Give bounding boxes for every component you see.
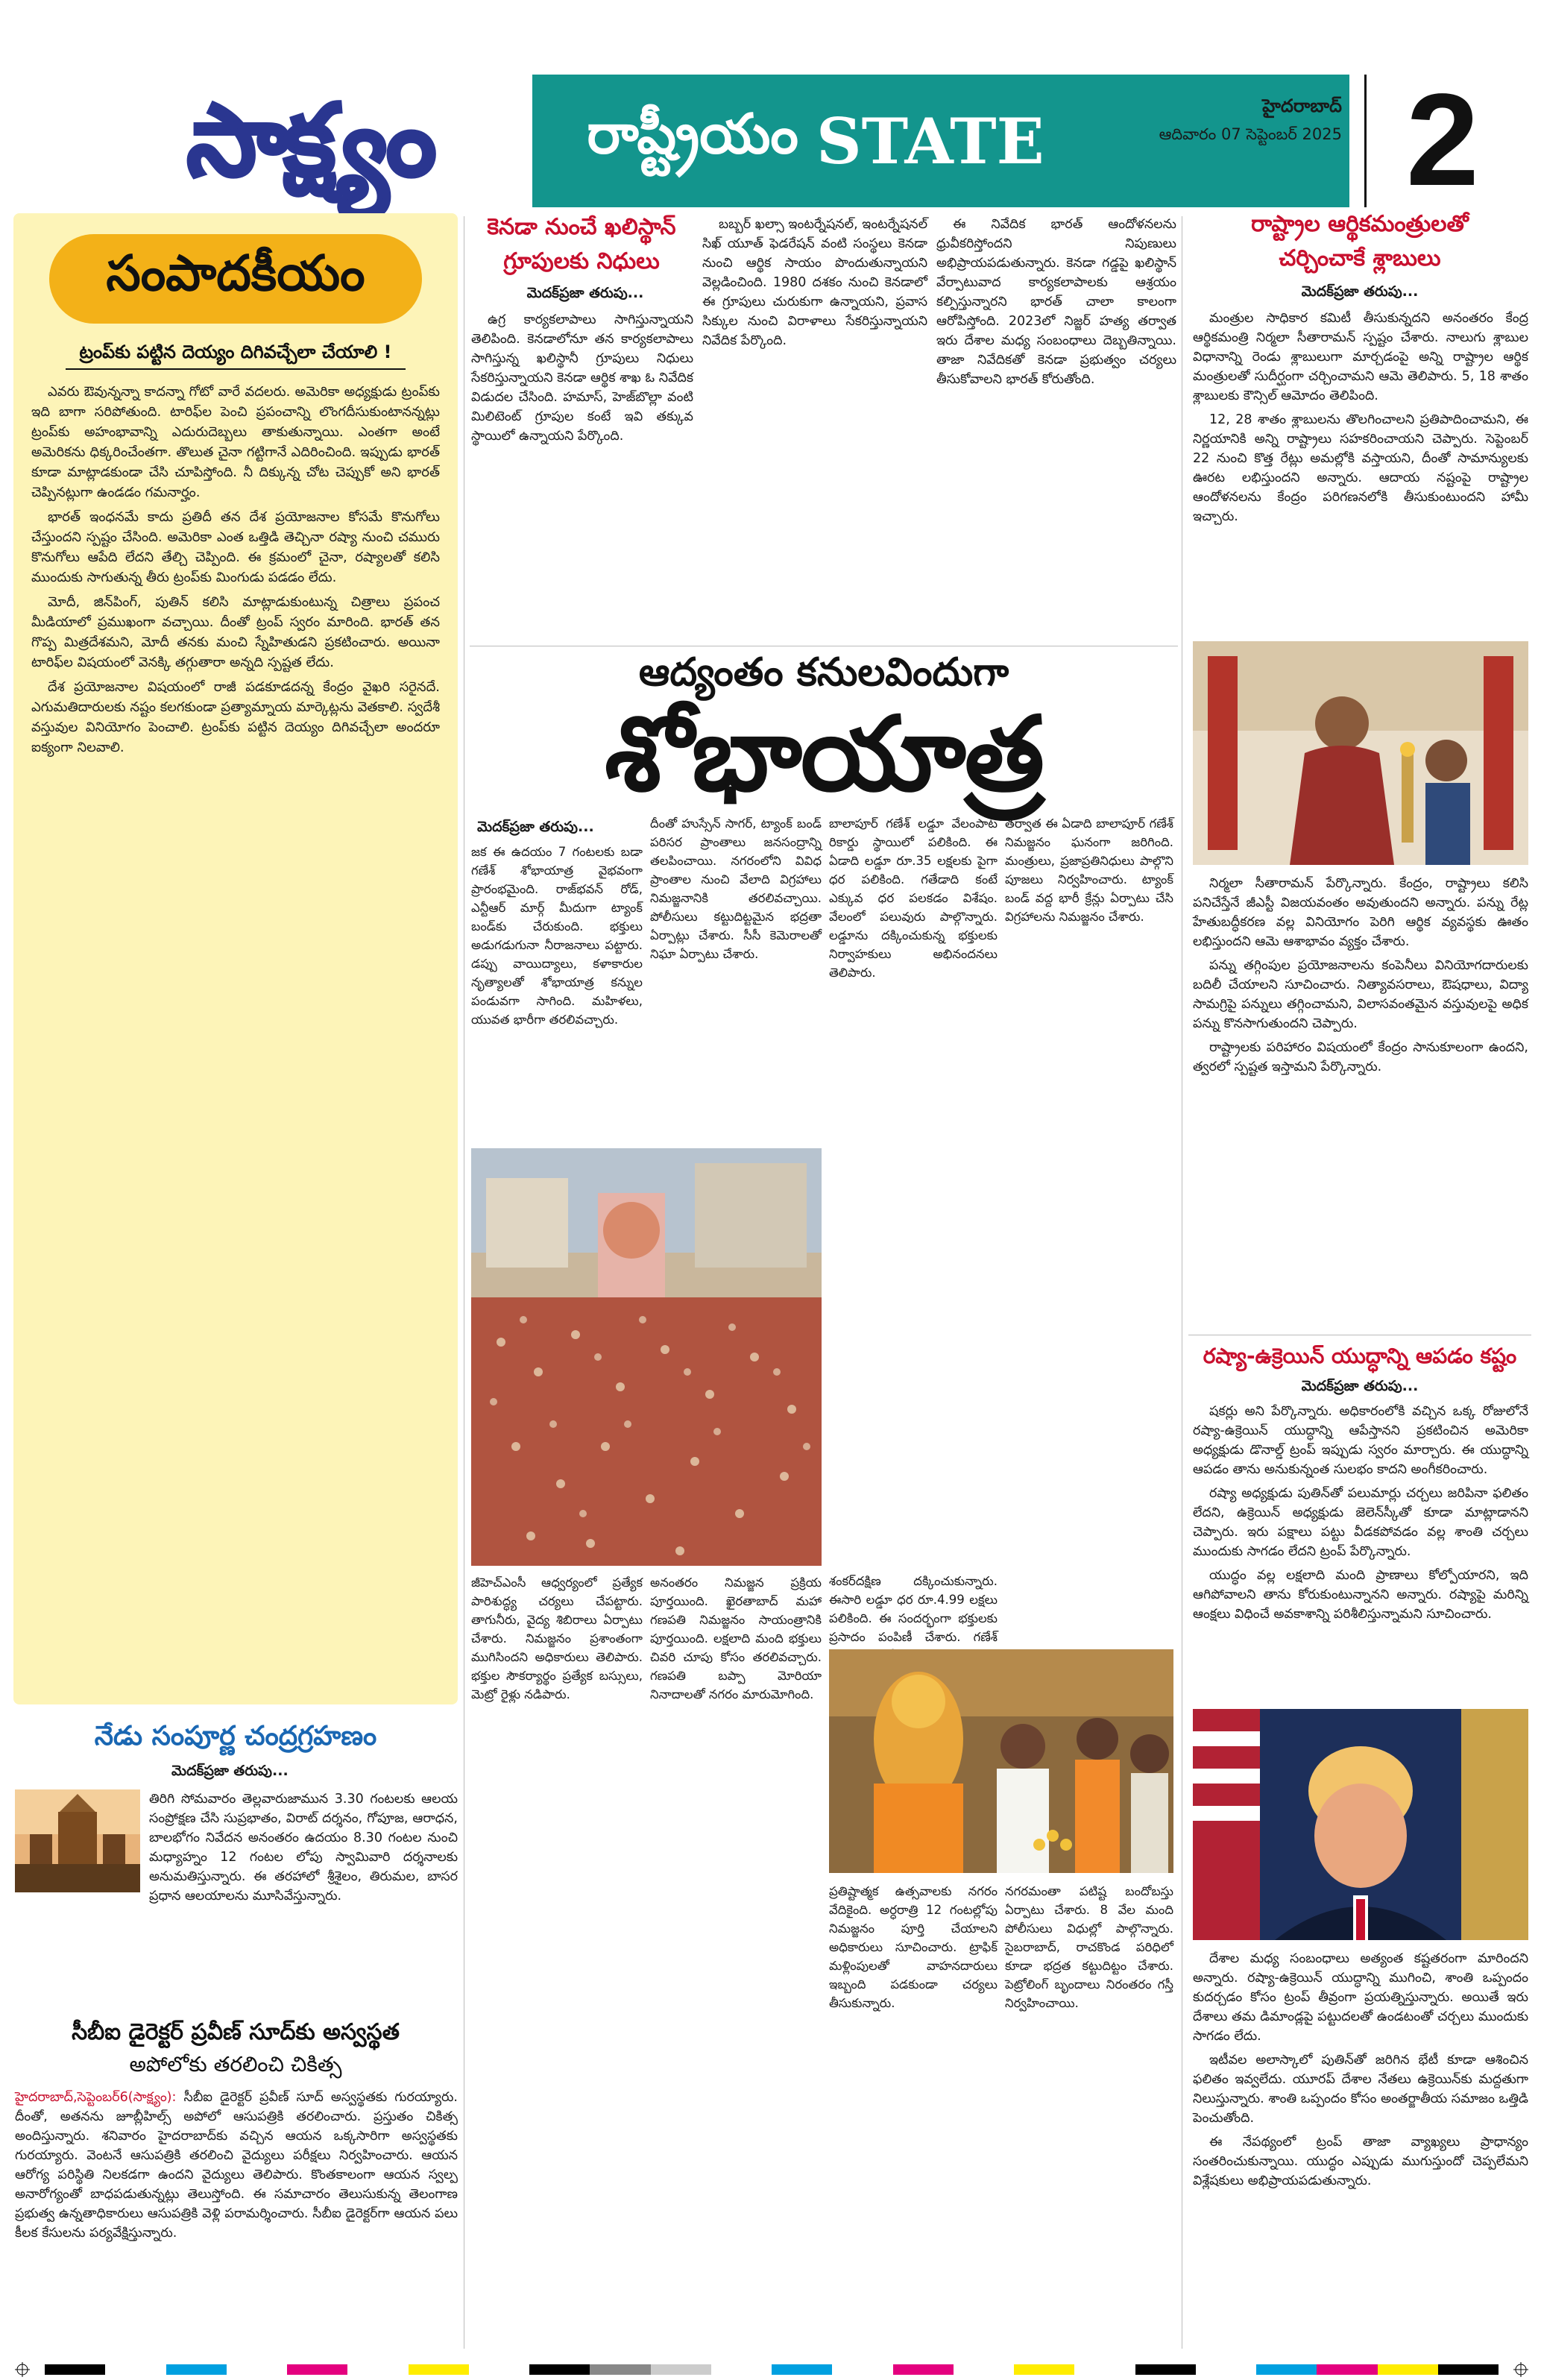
eclipse-body: తిరిగి సోమవారం తెల్లవారుజామున 3.30 గంటలకు ఆలయ సంప్రోక్షణ చేసి సుప్రభాతం, విరాట్ దర్శనం, గోపూజ, ఆరాధన, బాలభోగం నివేదన అనంతరం ఉదయం 8.30 గంటల నుంచి మధ్యాహ్నం 12 గంటల లోపు స్వామివారి దర్శనాలకు అనుమతిస్తున్నారు. ఈ తరహాలో శ్రీశైలం, తిరుమల, బాసర ప్రధాన ఆలయాలను మూసివేస్తున్నారు. <box>149 1792 458 1904</box>
states-finance-paragraph: మంత్రుల సాధికార కమిటీ తీసుకున్నదని అనంతరం కేంద్ర ఆర్థికమంత్రి నిర్మలా సీతారామన్ స్పష్టం చేశారు. నాలుగు శ్లాబుల విధానాన్ని రెండు శ్లాబులుగా మార్చడంపై అన్ని రాష్ట్రాల ఆర్థిక మంత్రులతో సుదీర్ఘంగా చర్చించామని ఆమె తెలిపారు. 5, 18 శాతం శ్లాబులకు కౌన్సిల్ ఆమోదం తెలిపింది. <box>1193 311 1528 403</box>
issue-date: ఆదివారం 07 సెప్టెంబర్ 2025 <box>1159 125 1342 143</box>
section-english: STATE <box>816 104 1044 178</box>
registration-swatch <box>893 2364 954 2375</box>
registration-swatch <box>1196 2364 1256 2375</box>
khalistan-body-col3 <box>936 215 1176 638</box>
registration-swatch <box>1438 2364 1499 2375</box>
states-finance-headline <box>1188 207 1531 276</box>
registration-swatch <box>1014 2364 1074 2375</box>
crop-mark-right <box>1513 2362 1528 2377</box>
nirmala-paragraph: రాష్ట్రాలకు పరిహారం విషయంలో కేంద్రం సానుకూలంగా ఉందని, త్వరలో స్పష్టత ఇస్తామని పేర్కొన్నారు. <box>1193 1040 1528 1074</box>
temple-photo <box>15 1789 140 1892</box>
shobhayatra-col7-top: శంకర్‌దక్షిణ దక్కించుకున్నారు. ఈసారి లడ్డూ ధర రూ.4.99 లక్షలు పలికింది. ఈ సందర్భంగా భక్తులకు ప్రసాదం పంపిణీ చేశారు. గణేశ్ <box>829 1574 998 1644</box>
section-telugu: రాష్ట్రీయం <box>587 102 798 166</box>
shobhayatra-col1: జక ఈ ఉదయం 7 గంటలకు బడా గణేశ్ శోభాయాత్ర వైభవంగా ప్రారంభమైంది. రాజ్‌భవన్ రోడ్, ఎన్టీఆర్ మార్గ్ మీదుగా ట్యాంక్ బండ్‌కు చేరుకుంది. భక్తులు అడుగడుగునా నీరాజనాలు పట్టారు. డప్పు వాయిద్యాలు, కళాకారుల నృత్యాలతో శోభాయాత్ర కన్నుల పండువగా సాగింది. మహిళలు, యువత భారీగా తరలివచ్చారు. <box>471 845 643 1027</box>
registration-swatch <box>832 2364 892 2375</box>
page-number: 2 <box>1406 67 1479 213</box>
registration-swatch <box>1074 2364 1135 2375</box>
eclipse-headline: నేడు సంపూర్ణ చంద్రగ్రహణం <box>94 1721 377 1751</box>
registration-swatch <box>166 2364 227 2375</box>
registration-swatch <box>287 2364 347 2375</box>
registration-swatch <box>711 2364 772 2375</box>
registration-swatch <box>409 2364 469 2375</box>
crop-mark-left <box>15 2362 30 2377</box>
states-finance-byline: మెదక్‌ప్రజా తరుపు... <box>1301 283 1419 300</box>
shobhayatra-byline: మెదక్‌ప్రజా తరుపు... <box>477 819 594 835</box>
cbi-body <box>15 2088 458 2341</box>
registration-swatch <box>651 2364 711 2375</box>
masthead <box>0 0 1541 224</box>
editorial-body <box>31 382 440 1694</box>
registration-swatch <box>227 2364 287 2375</box>
color-registration-bar <box>45 2364 1499 2375</box>
procession-crowd-photo <box>471 1148 822 1566</box>
registration-swatch <box>45 2364 105 2375</box>
registration-swatch <box>772 2364 832 2375</box>
registration-swatch <box>347 2364 408 2375</box>
khalistan-headline-line1: కెనడా నుంచే ఖలిస్థాన్ <box>487 214 676 240</box>
states-finance-body <box>1193 309 1528 629</box>
minister-lamp-photo <box>1193 641 1528 865</box>
ukraine-paragraph: దేశాల మధ్య సంబంధాలు అత్యంత కష్టతరంగా మారిందని అన్నారు. రష్యా-ఉక్రెయిన్ యుద్ధాన్ని ముగించి, శాంతి ఒప్పందం కుదర్చడం కోసం ట్రంప్ తీవ్రంగా ప్రయత్నిస్తున్నారు. అయితే ఇరు దేశాలు తమ డిమాండ్లపై పట్టుదలతో ఉండటంతో చర్చలు ముందుకు సాగడం లేదు. <box>1193 1951 1528 2044</box>
shobhayatra-col8-bottom: నగరమంతా పటిష్ట బందోబస్తు ఏర్పాటు చేశారు. 8 వేల మంది పోలీసులు విధుల్లో పాల్గొన్నారు. సైబరాబాద్, రాచకొండ పరిధిలో కూడా భద్రత కట్టుదిట్టం చేశారు. పెట్రోలింగ్ బృందాలు నిరంతరం గస్తీ నిర్వహించాయి. <box>1005 1884 1173 2010</box>
cbi-byline: హైదరాబాద్,సెప్టెంబర్6(సాక్ష్యం): <box>15 2090 177 2105</box>
ukraine-continued <box>1193 1949 1528 2352</box>
khalistan-body-col2 <box>702 215 927 638</box>
cbi-headline: సీబీఐ డైరెక్టర్ ప్రవీణ్ సూద్‌కు అస్వస్థత <box>72 2019 400 2045</box>
shobhayatra-col2: దీంతో హుస్సేన్ సాగర్, ట్యాంక్ బండ్ పరిసర ప్రాంతాలు జనసంద్రాన్ని తలపించాయి. నగరంలోని వివిధ ప్రాంతాల నుంచి వేలాది విగ్రహాలు నిమజ్జనానికి తరలివచ్చాయి. పోలీసులు కట్టుదిట్టమైన భద్రతా ఏర్పాట్లు చేశారు. సీసీ కెమెరాలతో నిఘా ఏర్పాటు చేశారు. <box>650 816 822 961</box>
registration-swatch <box>590 2364 650 2375</box>
city-name: హైదరాబాద్ <box>1262 95 1342 116</box>
devotees-idol-photo <box>829 1649 1173 1873</box>
khalistan-byline: మెదక్‌ప్రజా తరుపు... <box>526 285 644 301</box>
newspaper-logo <box>130 72 488 206</box>
editorial-paragraph: భారత్ ఇంధనమే కాదు ప్రతిదీ తన దేశ ప్రయోజనాల కోసమే కొనుగోలు చేస్తుందని స్పష్టం చేసింది. అమెరికా ఎంత ఒత్తిడి తెచ్చినా రష్యా నుంచి చమురు కొనుగోలు ఆపేది లేదని తేల్చి చెప్పింది. ఈ క్రమంలో చైనా, రష్యాలతో కలిసి ముందుకు సాగుతున్న తీరు ట్రంప్‌కు మింగుడు పడడం లేదు. <box>31 509 440 585</box>
editorial-label <box>49 234 422 324</box>
shobhayatra-col4: తర్వాత ఈ ఏడాది బాలాపూర్ గణేశ్ నిమజ్జనం ఘనంగా జరిగింది. మంత్రులు, ప్రజాప్రతినిధులు పాల్గొని పూజలు నిర్వహించారు. ట్యాంక్ బండ్ వద్ద భారీ క్రేన్లు ఏర్పాటు చేసి విగ్రహాలను నిమజ్జనం చేశారు. <box>1005 816 1173 924</box>
editorial-paragraph: దేశ ప్రయోజనాల విషయంలో రాజీ పడకూడదన్న కేంద్రం వైఖరి సరైనదే. ఎగుమతిదారులకు నష్టం కలగకుండా ప్రత్యామ్నాయ మార్కెట్లను వెతకాలి. స్వదేశీ వస్తువుల వినియోగం పెంచాలి. ట్రంప్‌కు పట్టిన దెయ్యం దిగివచ్చేలా అందరూ ఐక్యంగా నిలవాలి. <box>31 679 440 755</box>
cbi-subhead: అపోలోకు తరలించి చికిత్స <box>129 2052 342 2077</box>
cbi-text: సీబీఐ డైరెక్టర్ ప్రవీణ్ సూద్ అస్వస్థతకు గురయ్యారు. దీంతో, అతనను జూబ్లీహిల్స్ అపోలో ఆసుపత్రికి తరలించారు. ప్రస్తుతం చికిత్స అందిస్తున్నారు. శనివారం హైదరాబాద్‌కు వచ్చిన ఆయన ఒక్కసారిగా అస్వస్థతకు గురయ్యారు. వెంటనే ఆసుపత్రికి తరలించి వైద్యులు పరీక్షలు నిర్వహించారు. ఆయన ఆరోగ్య పరిస్థితి నిలకడగా ఉందని వైద్యులు తెలిపారు. కొంతకాలంగా ఆయన స్వల్ప అనారోగ్యంతో బాధపడుతున్నట్లు తెలుస్తోంది. ఈ సమాచారం తెలుసుకున్న తెలంగాణ ప్రభుత్వ ఉన్నతాధికారులు ఆసుపత్రికి వెళ్లి పరామర్శించారు. సీబీఐ డైరెక్టర్‌గా ఆయన పలు కీలక కేసులను పర్యవేక్షిస్తున్నారు. <box>15 2090 458 2241</box>
khalistan-body-col1 <box>471 310 693 638</box>
registration-swatch <box>954 2364 1014 2375</box>
states-finance-headline-line2: చర్చించాకే శ్లాబులు <box>1279 245 1441 271</box>
khalistan-paragraph: ఈ నివేదిక భారత్ ఆందోళనలను ధ్రువీకరిస్తోందని నిపుణులు అభిప్రాయపడుతున్నారు. కెనడా గడ్డపై ఖలిస్థాన్ వేర్పాటువాద కార్యకలాపాలకు ఆశ్రయం కల్పిస్తున్నారని భారత్ చాలా కాలంగా ఆరోపిస్తోంది. 2023లో నిజ్జర్ హత్య తర్వాత ఇరు దేశాల మధ్య సంబంధాలు దెబ్బతిన్నాయి. తాజా నివేదికతో కెనడా ప్రభుత్వం చర్యలు తీసుకోవాలని భారత్ కోరుతోంది. <box>936 217 1176 387</box>
russia-ukraine-body <box>1193 1402 1528 1700</box>
editorial-box <box>13 213 458 1704</box>
russia-ukraine-paragraph: షకర్లు అని పేర్కొన్నారు. అధికారంలోకి వచ్చిన ఒక్క రోజులోనే రష్యా-ఉక్రెయిన్ యుద్ధాన్ని ఆపేస్తానని ప్రకటించిన అమెరికా అధ్యక్షుడు డొనాల్డ్ ట్రంప్ ఇప్పుడు స్వరం మార్చారు. ఈ యుద్ధాన్ని ఆపడం తాను అనుకున్నంత సులభం కాదని అంగీకరించారు. <box>1193 1404 1528 1477</box>
khalistan-headline <box>470 210 693 279</box>
shobhayatra-col6-top: అనంతరం నిమజ్జన ప్రక్రియ పూర్తయింది. ఖైరతాబాద్ మహా గణపతి నిమజ్జనం సాయంత్రానికి పూర్తయింది. లక్షలాది మంది భక్తులు చివరి చూపు కోసం తరలివచ్చారు. గణపతి బప్పా మోరియా నినాదాలతో నగరం మారుమోగింది. <box>650 1575 822 1701</box>
editorial-paragraph: మోదీ, జిన్‌పింగ్, పుతిన్ కలిసి మాట్లాడుకుంటున్న చిత్రాలు ప్రపంచ మీడియాలో ప్రముఖంగా వచ్చాయి. దీంతో ట్రంప్ స్వరం మారింది. భారత్ తన గొప్ప మిత్రదేశమని, మోదీ తనకు మంచి స్నేహితుడని ప్రకటించారు. అయినా టారిఫ్‌ల విషయంలో వెనక్కి తగ్గుతారా అన్నది స్పష్టత లేదు. <box>31 594 440 670</box>
shobhayatra-col3: బాలాపూర్ గణేశ్ లడ్డూ వేలంపాట రికార్డు స్థాయిలో పలికింది. ఈ ఏడాది లడ్డూ రూ.35 లక్షలకు పైగా ధర పలికింది. గతేడాది కంటే ఎక్కువ ధర పలకడం విశేషం. వేలంలో పలువురు పాల్గొన్నారు. లడ్డూను దక్కించుకున్న భక్తులకు నిర్వాహకులు అభినందనలు తెలిపారు. <box>829 816 998 980</box>
eclipse-byline: మెదక్‌ప్రజా తరుపు... <box>171 1763 289 1779</box>
ukraine-paragraph: ఇటీవల అలాస్కాలో పుతిన్‌తో జరిగిన భేటీ కూడా ఆశించిన ఫలితం ఇవ్వలేదు. యూరప్ దేశాల నేతలు ఉక్రెయిన్‌కు మద్దతుగా నిలుస్తున్నారు. శాంతి ఒప్పందం కోసం అంతర్జాతీయ సమాజం ఒత్తిడి పెంచుతోంది. <box>1193 2053 1528 2126</box>
registration-swatch <box>1317 2364 1377 2375</box>
registration-swatch <box>1135 2364 1196 2375</box>
russia-ukraine-headline: రష్యా-ఉక్రెయిన్ యుద్ధాన్ని ఆపడం కష్టం <box>1203 1344 1517 1368</box>
section-banner-title <box>532 75 1099 207</box>
registration-swatch <box>105 2364 166 2375</box>
nirmala-continued <box>1193 874 1528 1329</box>
states-finance-paragraph: 12, 28 శాతం శ్లాబులను తొలగించాలని ప్రతిపాదించామని, ఈ నిర్ణయానికి అన్ని రాష్ట్రాలు సహకరించాయని చెప్పారు. సెప్టెంబర్ 22 నుంచి కొత్త రేట్లు అమల్లోకి వస్తాయని, దీంతో సామాన్యులకు ఊరట లభిస్తుందని అన్నారు. ఆదాయ నష్టంపై రాష్ట్రాల ఆందోళనలను కేంద్రం పరిగణనలోకి తీసుకుంటుందని హామీ ఇచ్చారు. <box>1193 412 1528 524</box>
editorial-label-text: సంపాదకీయం <box>106 244 365 302</box>
trump-photo <box>1193 1709 1528 1940</box>
shobhayatra-kicker: ఆద్యంతం కనులవిందుగా <box>638 650 1009 695</box>
shobhayatra-title: శోభాయాత్ర <box>605 694 1043 814</box>
russia-ukraine-byline: మెదక్‌ప్రజా తరుపు... <box>1301 1378 1419 1394</box>
nirmala-paragraph: నిర్మలా సీతారామన్ పేర్కొన్నారు. కేంద్రం, రాష్ట్రాలు కలిసి పనిచేస్తేనే జీఎస్టీ విజయవంతం అవుతుందని అన్నారు. పన్ను రేట్ల హేతుబద్ధీకరణ వల్ల వినియోగం పెరిగి ఆర్థిక వ్యవస్థకు ఊతం లభిస్తుందని ఆమె ఆశాభావం వ్యక్తం చేశారు. <box>1193 876 1528 949</box>
shobhayatra-col7-bottom: ప్రతిష్టాత్మక ఉత్సవాలకు నగరం వేదికైంది. అర్ధరాత్రి 12 గంటల్లోపు నిమజ్జనం పూర్తి చేయాలని అధికారులు సూచించారు. ట్రాఫిక్ మళ్లింపులతో వాహనదారులు ఇబ్బంది పడకుండా చర్యలు తీసుకున్నారు. <box>829 1884 998 2010</box>
svg-text:సాక్ష్యం: సాక్ష్యం <box>186 84 432 198</box>
nirmala-paragraph: పన్ను తగ్గింపుల ప్రయోజనాలను కంపెనీలు వినియోగదారులకు బదిలీ చేయాలని సూచించారు. నిత్యావసరాలు, ఔషధాలు, విద్యా సామగ్రిపై పన్నులు తగ్గించామని, విలాసవంతమైన వస్తువులపై అధిక పన్ను కొనసాగుతుందని చెప్పారు. <box>1193 958 1528 1031</box>
russia-ukraine-paragraph: యుద్ధం వల్ల లక్షలాది మంది ప్రాణాలు కోల్పోయారని, ఇది ఆగిపోవాలని తాను కోరుకుంటున్నానని అన్నారు. రష్యాపై మరిన్ని ఆంక్షలు విధించే అవకాశాన్ని పరిశీలిస్తున్నామని సూచించారు. <box>1193 1568 1528 1622</box>
khalistan-paragraph: బబ్బర్ ఖల్సా ఇంటర్నేషనల్, ఇంటర్నేషనల్ సిఖ్ యూత్ ఫెడరేషన్ వంటి సంస్థలు కెనడా నుంచి ఆర్థిక సాయం పొందుతున్నాయని వెల్లడించింది. 1980 దశకం నుంచి కెనడాలో ఈ గ్రూపులు చురుకుగా ఉన్నాయని, ప్రవాస సిక్కుల నుంచి విరాళాలు సేకరిస్తున్నాయని నివేదిక పేర్కొంది. <box>702 217 927 348</box>
newspaper-logo-mark <box>130 72 488 206</box>
editorial-headline-rule <box>66 368 406 370</box>
registration-swatch <box>529 2364 590 2375</box>
editorial-headline: ట్రంప్‌కు పట్టిన దెయ్యం దిగివచ్చేలా చేయాలి ! <box>79 341 392 362</box>
states-finance-headline-line1: రాష్ట్రాల ఆర్థికమంత్రులతో <box>1251 211 1469 237</box>
registration-swatch <box>1256 2364 1317 2375</box>
ukraine-paragraph: ఈ నేపథ్యంలో ట్రంప్ తాజా వ్యాఖ్యలు ప్రాధాన్యం సంతరించుకున్నాయి. యుద్ధం ఎప్పుడు ముగుస్తుందో చెప్పలేమని విశ్లేషకులు అభిప్రాయపడుతున్నారు. <box>1193 2135 1528 2188</box>
khalistan-paragraph: ఉగ్ర కార్యకలాపాలు సాగిస్తున్నాయని తెలిపింది. కెనడాలోనూ తన కార్యకలాపాలు సాగిస్తున్న ఖలిస్థానీ గ్రూపులు నిధులు సేకరిస్తున్నాయని కెనడా ఆర్థిక శాఖ ఓ నివేదిక విడుదల చేసింది. హమాస్, హెజ్‌బొల్లా వంటి మిలిటెంట్ గ్రూపుల కంటే ఇవి తక్కువ స్థాయిలో ఉన్నాయని పేర్కొంది. <box>471 312 693 444</box>
registration-swatch <box>469 2364 529 2375</box>
shobhayatra-col5: జీహెచ్ఎంసీ ఆధ్వర్యంలో ప్రత్యేక పారిశుద్ధ్య చర్యలు చేపట్టారు. తాగునీరు, వైద్య శిబిరాలు ఏర్పాటు చేశారు. నిమజ్జనం ప్రశాంతంగా ముగిసిందని అధికారులు తెలిపారు. భక్తుల సౌకర్యార్థం ప్రత్యేక బస్సులు, మెట్రో రైళ్లు నడిపారు. <box>471 1575 643 1701</box>
khalistan-headline-line2: గ్రూపులకు నిధులు <box>503 248 660 274</box>
masthead-divider <box>1364 75 1367 207</box>
registration-swatch <box>1378 2364 1438 2375</box>
editorial-paragraph: ఎవరు ఔవున్నన్నా కాదన్నా గోటో వారే వదలరు. అమెరికా అధ్యక్షుడు ట్రంప్‌కు ఇది బాగా సరిపోతుంది. టారిఫ్‌ల పెంచి ప్రపంచాన్ని లొంగదీసుకుంటానన్నట్లు ట్రంప్‌కు అహంభావాన్ని ఎదురుదెబ్బలు తాకుతున్నాయి. ఎంతగా అంటే అమెరికను ధిక్కరించేంతగా. తొలుత చైనా గట్టిగానే ఎదిరించింది. ఇప్పుడు భారత్ కూడా మాట్లాడకుండా చేసి చూపిస్తోంది. నీ దిక్కున్న చోట చెప్పుకో అని భారత్ చెప్పినట్లుగా ఉండడం గమనార్హం. <box>31 384 440 500</box>
russia-ukraine-paragraph: రష్యా అధ్యక్షుడు పుతిన్‌తో పలుమార్లు చర్చలు జరిపినా ఫలితం లేదని, ఉక్రెయిన్ అధ్యక్షుడు జెలెన్‌స్కీతో కూడా మాట్లాడానని చెప్పారు. ఇరు పక్షాలు పట్టు వీడకపోవడం వల్ల శాంతి చర్చలు ముందుకు సాగడం లేదని ట్రంప్ పేర్కొన్నారు. <box>1193 1486 1528 1559</box>
